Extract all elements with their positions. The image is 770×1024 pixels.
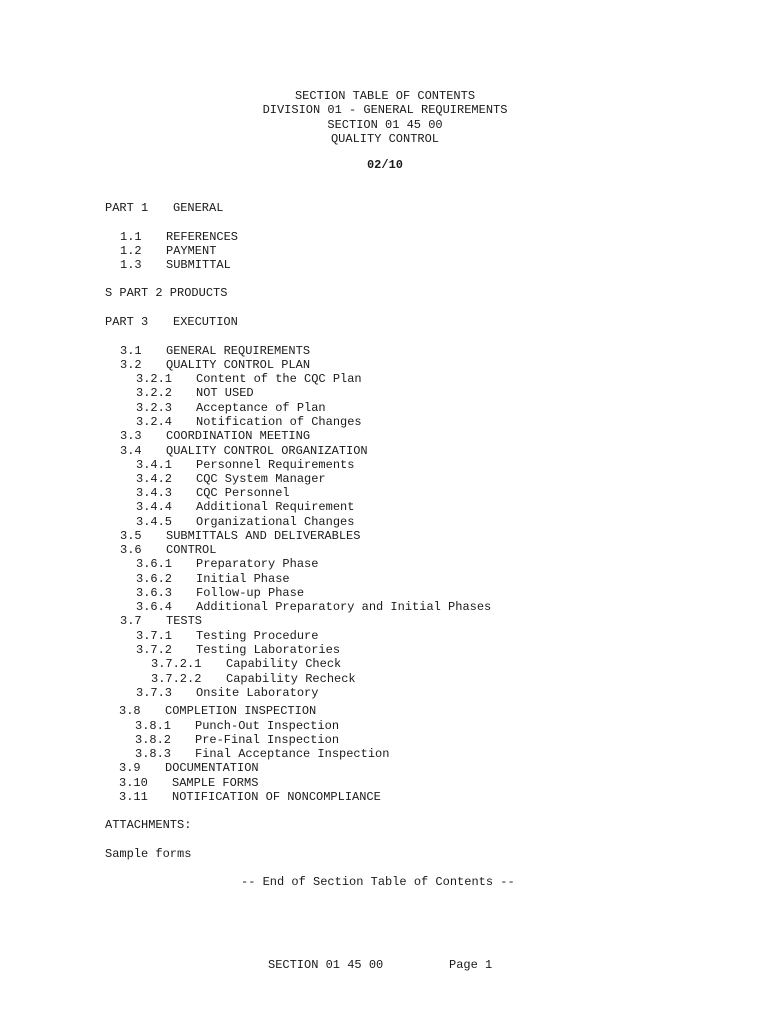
entry-number: 3.8.1 xyxy=(135,719,172,733)
entry-title: Personnel Requirements xyxy=(196,458,355,472)
toc-subentry xyxy=(136,600,491,614)
entry-number: 3.2 xyxy=(120,358,142,372)
part-1-heading xyxy=(105,201,223,215)
toc-subsubentry xyxy=(151,657,341,671)
entry-number: 3.2.3 xyxy=(136,401,173,415)
entry-title: Onsite Laboratory xyxy=(196,686,319,700)
entry-title: Capability Check xyxy=(226,657,342,671)
entry-title: SUBMITTALS AND DELIVERABLES xyxy=(166,529,361,543)
entry-title: Pre-Final Inspection xyxy=(195,733,340,747)
attachments-heading: ATTACHMENTS: xyxy=(105,818,192,832)
entry-number: 3.7.1 xyxy=(136,629,173,643)
entry-title: SUBMITTAL xyxy=(166,258,231,272)
entry-title: NOT USED xyxy=(196,386,254,400)
toc-entry xyxy=(120,444,368,458)
toc-subentry xyxy=(136,557,318,571)
attachment-item: Sample forms xyxy=(105,847,192,861)
entry-title: Follow-up Phase xyxy=(196,586,305,600)
entry-number: 3.4.5 xyxy=(136,515,173,529)
entry-title: Initial Phase xyxy=(196,572,290,586)
toc-subentry xyxy=(136,472,326,486)
toc-entry xyxy=(119,704,316,718)
entry-number: 3.4.2 xyxy=(136,472,173,486)
entry-number: 3.7.2.2 xyxy=(151,672,202,686)
entry-number: 3.6.2 xyxy=(136,572,173,586)
toc-subentry xyxy=(136,586,304,600)
entry-title: PAYMENT xyxy=(166,244,217,258)
entry-title: Additional Preparatory and Initial Phases xyxy=(196,600,492,614)
entry-title: Punch-Out Inspection xyxy=(195,719,340,733)
toc-subentry xyxy=(136,572,290,586)
toc-subentry xyxy=(136,686,318,700)
toc-entry xyxy=(120,258,231,272)
entry-title: Notification of Changes xyxy=(196,415,362,429)
toc-entry xyxy=(120,230,238,244)
entry-title: CQC System Manager xyxy=(196,472,326,486)
toc-entry xyxy=(120,429,310,443)
toc-subentry xyxy=(135,733,339,747)
entry-title: NOTIFICATION OF NONCOMPLIANCE xyxy=(172,790,381,804)
toc-subentry xyxy=(136,386,254,400)
entry-number: 1.3 xyxy=(120,258,142,272)
toc-subentry xyxy=(136,458,354,472)
footer-page-number: Page 1 xyxy=(449,958,493,972)
entry-number: 3.2.4 xyxy=(136,415,173,429)
footer-section-number: SECTION 01 45 00 xyxy=(268,958,384,972)
entry-title: REFERENCES xyxy=(166,230,239,244)
entry-number: 3.6.1 xyxy=(136,557,173,571)
entry-number: 3.4 xyxy=(120,444,142,458)
toc-subentry xyxy=(136,515,354,529)
entry-number: 3.7 xyxy=(120,614,142,628)
entry-number: 3.9 xyxy=(119,761,141,775)
toc-entry xyxy=(120,543,216,557)
toc-subentry xyxy=(135,719,339,733)
entry-number: 3.8 xyxy=(119,704,141,718)
entry-number: 3.6 xyxy=(120,543,142,557)
part-title: EXECUTION xyxy=(173,315,238,329)
toc-entry xyxy=(120,358,310,372)
entry-title: COORDINATION MEETING xyxy=(166,429,311,443)
toc-header xyxy=(0,89,770,146)
toc-entry xyxy=(119,790,381,804)
entry-title: Preparatory Phase xyxy=(196,557,319,571)
entry-number: 3.5 xyxy=(120,529,142,543)
part-2-heading: S PART 2 PRODUCTS xyxy=(105,286,228,300)
section-title: QUALITY CONTROL xyxy=(330,131,440,146)
toc-entry xyxy=(120,529,360,543)
toc-subentry xyxy=(136,629,318,643)
entry-title: CQC Personnel xyxy=(196,486,290,500)
entry-title: GENERAL REQUIREMENTS xyxy=(166,344,311,358)
entry-title: QUALITY CONTROL ORGANIZATION xyxy=(166,444,368,458)
entry-title: Final Acceptance Inspection xyxy=(195,747,390,761)
entry-number: 1.2 xyxy=(120,244,142,258)
toc-subentry xyxy=(135,747,389,761)
toc-entry xyxy=(119,776,258,790)
entry-number: 3.6.3 xyxy=(136,586,173,600)
toc-subsubentry xyxy=(151,672,356,686)
entry-title: TESTS xyxy=(166,614,203,628)
division-title: DIVISION 01 - GENERAL REQUIREMENTS xyxy=(262,103,508,118)
entry-number: 3.4.4 xyxy=(136,500,173,514)
entry-number: 3.2.2 xyxy=(136,386,173,400)
toc-heading: SECTION TABLE OF CONTENTS xyxy=(294,89,476,103)
entry-number: 3.7.2 xyxy=(136,643,173,657)
entry-title: Capability Recheck xyxy=(226,672,356,686)
part-title: GENERAL xyxy=(173,201,224,215)
entry-number: 3.1 xyxy=(120,344,142,358)
toc-entry xyxy=(120,344,310,358)
entry-title: CONTROL xyxy=(166,543,217,557)
entry-number: 3.6.4 xyxy=(136,600,173,614)
entry-number: 3.8.2 xyxy=(135,733,172,747)
revision-date: 02/10 xyxy=(366,158,403,172)
entry-title: Additional Requirement xyxy=(196,500,355,514)
end-of-section: -- End of Section Table of Contents -- xyxy=(241,875,515,889)
entry-title: Testing Laboratories xyxy=(196,643,341,657)
toc-subentry xyxy=(136,401,326,415)
entry-number: 3.10 xyxy=(119,776,148,790)
entry-title: DOCUMENTATION xyxy=(165,761,259,775)
toc-subentry xyxy=(136,643,340,657)
toc-subentry xyxy=(136,500,354,514)
toc-entry xyxy=(119,761,259,775)
part-number: PART 1 xyxy=(105,201,149,215)
entry-number: 1.1 xyxy=(120,230,142,244)
toc-subentry xyxy=(136,372,362,386)
section-number: SECTION 01 45 00 xyxy=(327,117,443,132)
entry-title: QUALITY CONTROL PLAN xyxy=(166,358,311,372)
part-number: PART 3 xyxy=(105,315,149,329)
entry-number: 3.11 xyxy=(119,790,148,804)
entry-title: Organizational Changes xyxy=(196,515,355,529)
toc-entry xyxy=(120,244,216,258)
entry-title: Testing Procedure xyxy=(196,629,319,643)
toc-entry xyxy=(120,614,202,628)
entry-number: 3.3 xyxy=(120,429,142,443)
entry-title: Content of the CQC Plan xyxy=(196,372,362,386)
entry-number: 3.4.3 xyxy=(136,486,173,500)
entry-title: COMPLETION INSPECTION xyxy=(165,704,317,718)
entry-number: 3.4.1 xyxy=(136,458,173,472)
entry-number: 3.7.2.1 xyxy=(151,657,202,671)
entry-number: 3.8.3 xyxy=(135,747,172,761)
entry-number: 3.2.1 xyxy=(136,372,173,386)
part-3-heading xyxy=(105,315,238,329)
entry-title: SAMPLE FORMS xyxy=(172,776,259,790)
entry-title: Acceptance of Plan xyxy=(196,401,326,415)
entry-number: 3.7.3 xyxy=(136,686,173,700)
toc-subentry xyxy=(136,486,290,500)
toc-subentry xyxy=(136,415,362,429)
